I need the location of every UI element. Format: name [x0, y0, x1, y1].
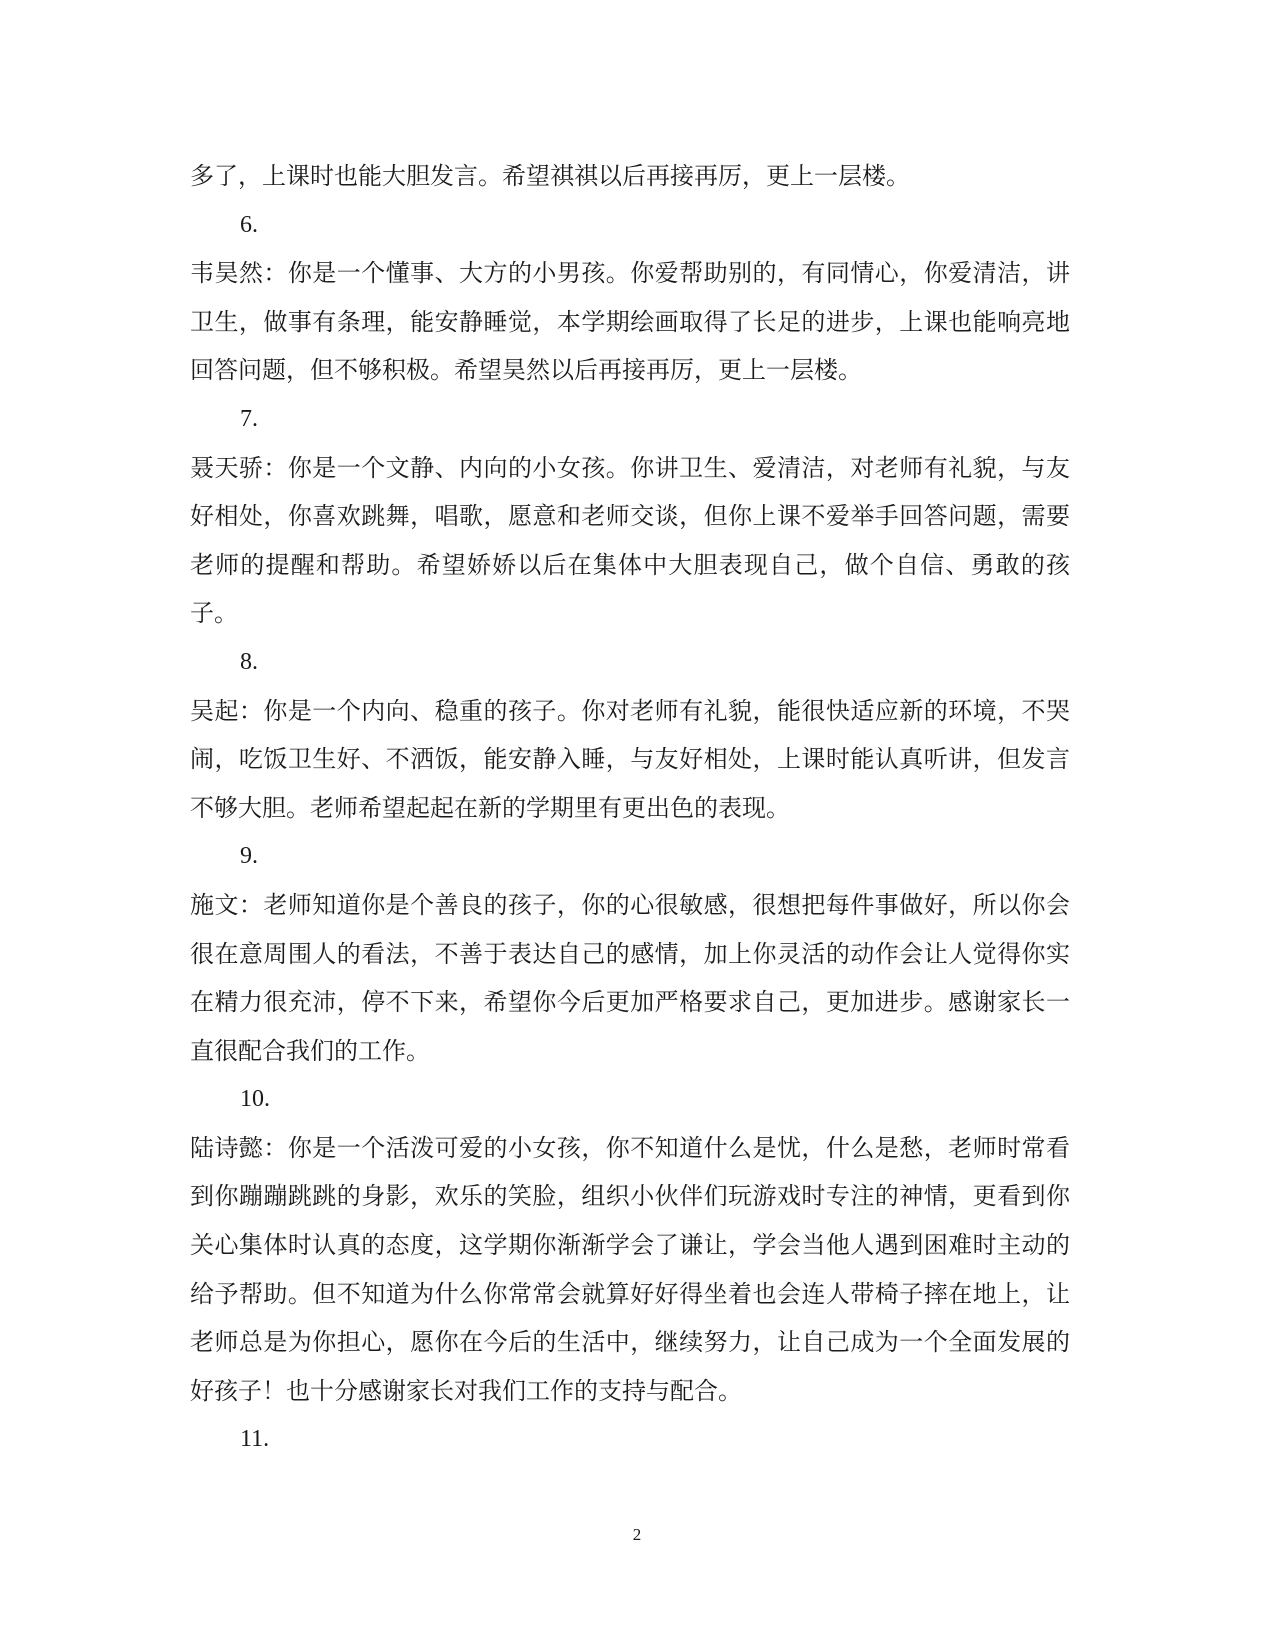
item-number: 9. — [240, 843, 258, 870]
paragraph: 多了，上课时也能大胆发言。希望祺祺以后再接再厉，更上一层楼。 — [190, 162, 910, 190]
page-number: 2 — [632, 1525, 642, 1544]
paragraph: 施文：老师知道你是个善良的孩子，你的心很敏感，很想把每件事做好，所以你会很在意周围人的看法，不善于表达自己的感情，加上你灵活的动作会让人觉得你实在精力很充沛，停不下来，希望你今后更加严格要求自己，更加进步。感谢家长一直很配合我们的工作。 — [190, 890, 1070, 1065]
item-number: 10. — [240, 1086, 270, 1113]
document-body — [190, 152, 1070, 1464]
paragraph: 韦昊然：你是一个懂事、大方的小男孩。你爱帮助别的，有同情心，你爱清洁，讲卫生，做事有条理，能安静睡觉，本学期绘画取得了长足的进步，上课也能响亮地回答问题，但不够积极。希望昊然以后再接再厉，更上一层楼。 — [190, 259, 1070, 385]
item-number: 8. — [240, 648, 258, 675]
paragraph: 陆诗懿：你是一个活泼可爱的小女孩，你不知道什么是忧，什么是愁，老师时常看到你蹦蹦跳跳的身影，欢乐的笑脸，组织小伙伴们玩游戏时专注的神情，更看到你关心集体时认真的态度，这学期你渐渐学会了谦让，学会当他人遇到困难时主动的给予帮助。但不知道为什么你常常会就算好好得坐着也会连人带椅子摔在地上，让老师总是为你担心，愿你在今后的生活中，继续努力，让自己成为一个全面发展的好孩子！也十分感谢家长对我们工作的支持与配合。 — [190, 1133, 1070, 1405]
item-number: 11. — [240, 1426, 270, 1453]
item-number: 6. — [240, 211, 258, 238]
item-number: 7. — [240, 405, 258, 432]
paragraph: 聂天骄：你是一个文静、内向的小女孩。你讲卫生、爱清洁，对老师有礼貌，与友好相处，你喜欢跳舞，唱歌，愿意和老师交谈，但你上课不爱举手回答问题，需要老师的提醒和帮助。希望娇娇以后在集体中大胆表现自己，做个自信、勇敢的孩子。 — [190, 453, 1070, 628]
paragraph: 吴起：你是一个内向、稳重的孩子。你对老师有礼貌，能很快适应新的环境，不哭闹，吃饭卫生好、不洒饭，能安静入睡，与友好相处，上课时能认真听讲，但发言不够大胆。老师希望起起在新的学期里有更出色的表现。 — [190, 696, 1070, 822]
